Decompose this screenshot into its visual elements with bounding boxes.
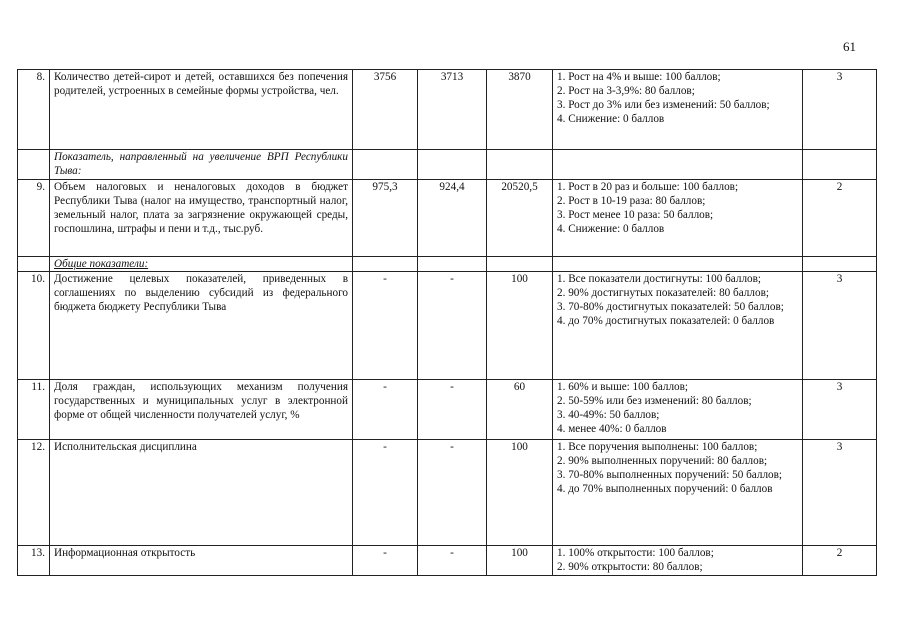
score-cell: 2 bbox=[803, 546, 877, 576]
scale-line: 4. до 70% выполненных поручений: 0 баллов bbox=[557, 483, 773, 495]
scale-line: 3. 40-49%: 50 баллов; bbox=[557, 409, 660, 421]
value-cell: - bbox=[418, 272, 487, 380]
section-heading: Показатель, направленный на увеличение ВРП Республики Тыва: bbox=[50, 150, 353, 180]
value-cell: - bbox=[353, 380, 418, 440]
scoring-scale bbox=[553, 272, 803, 380]
scale-line: 3. Рост до 3% или без изменений: 50 баллов; bbox=[557, 99, 770, 111]
scoring-scale bbox=[553, 546, 803, 576]
scale-line: 3. Рост менее 10 раза: 50 баллов; bbox=[557, 209, 714, 221]
scale-line: 4. менее 40%: 0 баллов bbox=[557, 423, 667, 435]
table-row bbox=[18, 440, 877, 546]
value-cell: 60 bbox=[487, 380, 553, 440]
score-cell: 3 bbox=[803, 272, 877, 380]
scale-line: 3. 70-80% достигнутых показателей: 50 баллов; bbox=[557, 301, 784, 313]
value-cell: 975,3 bbox=[353, 180, 418, 257]
row-number: 13. bbox=[18, 546, 50, 576]
value-cell: - bbox=[353, 272, 418, 380]
scale-line: 1. Рост в 20 раз и больше: 100 баллов; bbox=[557, 181, 739, 193]
criteria-table bbox=[17, 69, 877, 576]
table-row bbox=[18, 546, 877, 576]
score-cell: 3 bbox=[803, 440, 877, 546]
indicator-name: Доля граждан, использующих механизм получения государственных и муниципальных услуг в электронной форме от общей численности получателей услуг, % bbox=[50, 380, 353, 440]
indicator-name: Количество детей-сирот и детей, оставшихся без попечения родителей, устроенных в семейные формы устройства, чел. bbox=[50, 70, 353, 150]
table-row bbox=[18, 380, 877, 440]
score-cell: 3 bbox=[803, 380, 877, 440]
scale-line: 1. 60% и выше: 100 баллов; bbox=[557, 381, 689, 393]
page-number: 61 bbox=[843, 39, 856, 54]
value-cell: 3756 bbox=[353, 70, 418, 150]
row-number: 11. bbox=[18, 380, 50, 440]
value-cell: 924,4 bbox=[418, 180, 487, 257]
row-number: 10. bbox=[18, 272, 50, 380]
scale-line: 4. Снижение: 0 баллов bbox=[557, 113, 665, 125]
indicator-name: Объем налоговых и неналоговых доходов в бюджет Республики Тыва (налог на имущество, транспортный налог, земельный налог, плата за загрязнение окружающей среды, госпошлина, штрафы и пени и т.д., тыс.руб. bbox=[50, 180, 353, 257]
scale-line: 2. 90% выполненных поручений: 80 баллов; bbox=[557, 455, 768, 467]
value-cell: 3713 bbox=[418, 70, 487, 150]
section-row bbox=[18, 150, 877, 180]
scoring-scale bbox=[553, 380, 803, 440]
value-cell: - bbox=[353, 440, 418, 546]
value-cell: - bbox=[418, 380, 487, 440]
scale-line: 1. 100% открытости: 100 баллов; bbox=[557, 547, 714, 559]
scale-line: 2. Рост на 3-3,9%: 80 баллов; bbox=[557, 85, 695, 97]
value-cell: - bbox=[418, 546, 487, 576]
row-number: 9. bbox=[18, 180, 50, 257]
scoring-scale bbox=[553, 180, 803, 257]
scale-line: 1. Все показатели достигнуты: 100 баллов; bbox=[557, 273, 762, 285]
scale-line: 3. 70-80% выполненных поручений: 50 баллов; bbox=[557, 469, 783, 481]
score-cell: 2 bbox=[803, 180, 877, 257]
value-cell: 3870 bbox=[487, 70, 553, 150]
scoring-scale bbox=[553, 70, 803, 150]
indicator-name: Исполнительская дисциплина bbox=[50, 440, 353, 546]
table-row bbox=[18, 272, 877, 380]
table-row bbox=[18, 180, 877, 257]
scale-line: 2. 50-59% или без изменений: 80 баллов; bbox=[557, 395, 752, 407]
value-cell: 20520,5 bbox=[487, 180, 553, 257]
scale-line: 2. Рост в 10-19 раза: 80 баллов; bbox=[557, 195, 706, 207]
row-number: 8. bbox=[18, 70, 50, 150]
indicator-name: Информационная открытость bbox=[50, 546, 353, 576]
scale-line: 2. 90% открытости: 80 баллов; bbox=[557, 561, 703, 573]
section-row bbox=[18, 257, 877, 272]
value-cell: 100 bbox=[487, 440, 553, 546]
scale-line: 4. до 70% достигнутых показателей: 0 баллов bbox=[557, 315, 775, 327]
section-heading: Общие показатели: bbox=[50, 257, 353, 272]
value-cell: - bbox=[353, 546, 418, 576]
value-cell: - bbox=[418, 440, 487, 546]
scale-line: 4. Снижение: 0 баллов bbox=[557, 223, 665, 235]
value-cell: 100 bbox=[487, 546, 553, 576]
score-cell: 3 bbox=[803, 70, 877, 150]
row-number: 12. bbox=[18, 440, 50, 546]
scoring-scale bbox=[553, 440, 803, 546]
value-cell: 100 bbox=[487, 272, 553, 380]
scale-line: 1. Рост на 4% и выше: 100 баллов; bbox=[557, 71, 721, 83]
indicator-name: Достижение целевых показателей, приведенных в соглашениях по выделению субсидий из федерального бюджета бюджету Республики Тыва bbox=[50, 272, 353, 380]
scale-line: 2. 90% достигнутых показателей: 80 баллов; bbox=[557, 287, 769, 299]
scale-line: 1. Все поручения выполнены: 100 баллов; bbox=[557, 441, 758, 453]
table-row bbox=[18, 70, 877, 150]
